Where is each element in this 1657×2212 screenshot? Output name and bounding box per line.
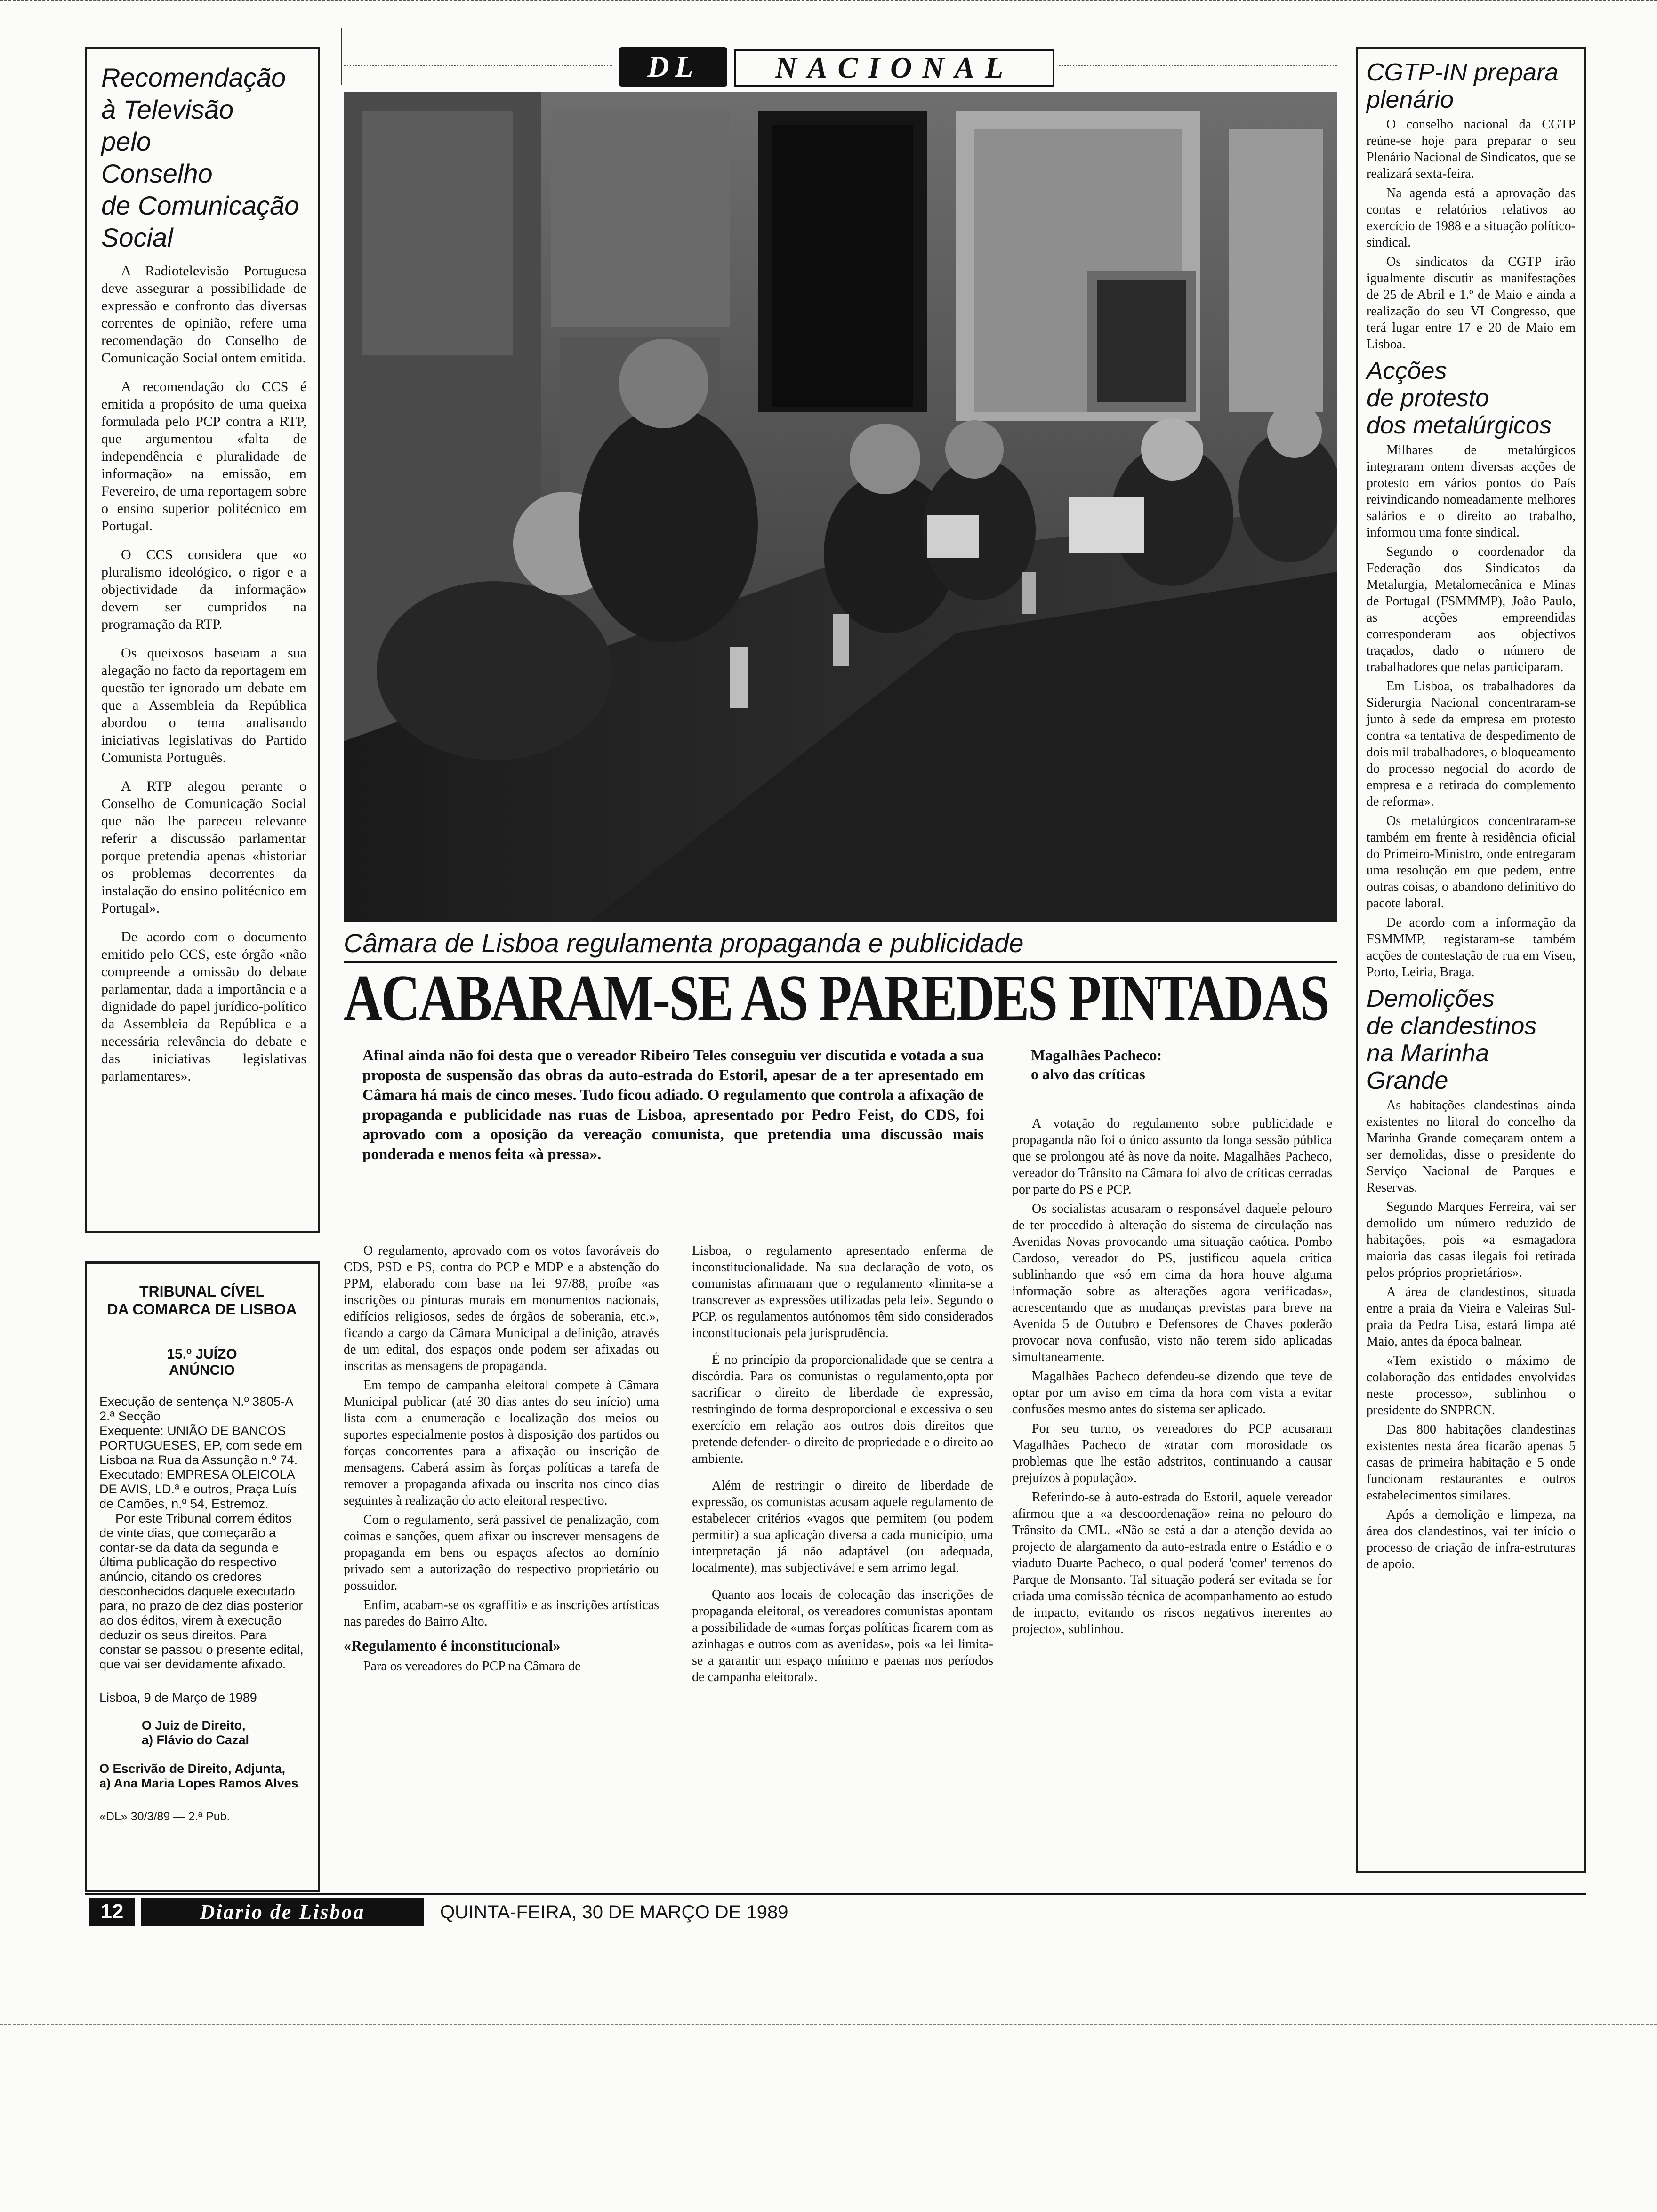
left-sidebar-body: [101, 262, 306, 1085]
story2-title: [1367, 357, 1576, 439]
paragraph: O CCS considera que «o pluralismo ideológico, o rigor e a objectividade da informação» devem ser cumpridos na programação da RTP.: [101, 547, 306, 632]
paragraph: Enfim, acabam-se os «graffiti» e as inscrições artísticas nas paredes do Bairro Alto.: [344, 1598, 659, 1629]
vertical-guide-rule: [341, 28, 342, 85]
paragraph: Milhares de metalúrgicos integraram ontem diversas acções de protesto em vários pontos do País reivindicando nomeadamente melhores salários e o direito ao trabalho, informou uma fonte sindical.: [1367, 443, 1576, 540]
tribunal-notice-box: [85, 1261, 320, 1892]
clerk-line: O Escrivão de Direito, Adjunta,: [99, 1762, 286, 1776]
judge-line: a) Flávio do Cazal: [142, 1733, 249, 1747]
tribunal-judge: [99, 1718, 305, 1747]
title-line: de protesto: [1367, 385, 1489, 412]
paragraph: As habitações clandestinas ainda existentes no litoral do concelho da Marinha Grande começaram ontem a ser demolidas, disse o presidente do Serviço Nacional de Parques e Reservas.: [1367, 1098, 1576, 1195]
paper-name-box: [141, 1898, 424, 1926]
title-line: Recomendação: [101, 63, 286, 92]
paragraph: Em Lisboa, os trabalhadores da Siderurgia Nacional concentraram-se junto à sede da empresa em protesto contra «a tentativa de despedimento de dois mil trabalhadores, o bloqueamento do processo negocial do acordo de empresa e a retirada do complemento de reforma».: [1367, 679, 1576, 809]
paragraph: O conselho nacional da CGTP reúne-se hoje para preparar o seu Plenário Nacional de Sindicatos, que se realizará sexta-feira.: [1367, 117, 1576, 181]
notice-line: Execução de sentença N.º 3805-A 2.ª Secção: [99, 1395, 293, 1423]
section-header-rule-left: [344, 65, 612, 66]
photo-illustration: [344, 92, 1337, 922]
story2-body: [1367, 442, 1576, 980]
notice-line: Exequente: UNIÃO DE BANCOS PORTUGUESES, EP, com sede em Lisboa na Rua da Assunção n.º 74.: [99, 1424, 303, 1467]
paragraph: Os sindicatos da CGTP irão igualmente discutir as manifestações de 25 de Abril e 1.º de Maio e ainda a realização do seu VI Congresso, que terá lugar entre 17 e 20 de Maio em Lisboa.: [1367, 255, 1576, 352]
paragraph: Os metalúrgicos concentraram-se também em frente à residência oficial do Primeiro-Ministro, onde entregaram uma resolução em que pedem, entre outras coisas, o abandono definitivo do pacote laboral.: [1367, 814, 1576, 911]
paragraph: Segundo Marques Ferreira, vai ser demolido um número reduzido de habitações, pois «a esmagadora maioria das casas ilegais foi retirada pelos próprios proprietários».: [1367, 1200, 1576, 1280]
title-line: na Marinha: [1367, 1040, 1489, 1067]
paragraph: Magalhães Pacheco defendeu-se dizendo que teve de optar por um aviso em cima da hora com vista a evitar confusões mesmo antes do sistema ser aplicado.: [1012, 1369, 1332, 1417]
paragraph: Para os vereadores do PCP na Câmara de: [363, 1659, 581, 1674]
title-line: dos metalúrgicos: [1367, 412, 1552, 439]
notice-line: Por este Tribunal correm éditos de vinte dias, que começarão a contar-se da data da segunda e última publicação do respectivo anúncio, citando os credores desconhecidos daquele executado para, no prazo de dez dias posterior ao dos éditos, virem à execução deduzir os seus direitos. Para constar se passou o presente edital, que vai ser devidamente afixado.: [99, 1511, 304, 1671]
paragraph: A RTP alegou perante o Conselho de Comunicação Social que não lhe pareceu relevante referir a discussão parlamentar porque pretendia apenas «historiar os problemas decorrentes da instalação do ensino politécnico em Portugal».: [101, 778, 306, 916]
paragraph: Os socialistas acusaram o responsável daquele pelouro de ter procedido à alteração do sistema de circulação nas Avenidas Novas provocando uma situação caótica. Pombo Cardoso, vereador do PS, justificou aquela crítica sublinhando que «só em cima da hora houve alguma informação sobre as alterações agora verificadas», acrescentando que as mudanças previstas para breve na Avenida 5 de Outubro e Defensores de Chaves poderão provocar nova confusão, visto não terem sido aplicadas simultaneamente.: [1012, 1202, 1332, 1364]
paragraph: A área de clandestinos, situada entre a praia da Vieira e Valeiras Sul-praia da Pedra Lisa, estará limpa até Maio, antes da época balnear.: [1367, 1285, 1576, 1349]
section-header-rule-right: [1059, 65, 1337, 66]
paragraph: Segundo o coordenador da Federação dos Sindicatos da Metalurgia, Metalomecânica e Minas de Portugal (FSMMMP), João Paulo, as acções empreendidas corresponderam aos objectivos traçados, dado o número de trabalhadores que nelas participaram.: [1367, 545, 1576, 674]
paragraph: Referindo-se à auto-estrada do Estoril, aquele vereador afirmou que a «a descoordenação» reina no pelouro do Trânsito da CML. «Não se está a dar a atenção devida ao projecto de alargamento da auto-estrada entre o Estádio e o viaduto Duarte Pacheco, o qual poderá 'comer' terrenos do Parque de Monsanto. Tal situação poderá ser evitada se for criada uma comissão técnica de acompanhamento ao estudo de impacto, evitando os riscos negativos inerentes ao projecto», sublinhou.: [1012, 1490, 1332, 1636]
footer-rule: [85, 1893, 1586, 1895]
title-line: DA COMARCA DE LISBOA: [107, 1301, 297, 1318]
title-line: Acções: [1367, 357, 1447, 385]
judge-line: O Juiz de Direito,: [142, 1718, 246, 1732]
subtitle-line: 15.º JUÍZO: [167, 1346, 237, 1362]
paragraph: De acordo com o documento emitido pelo CCS, este órgão «não compreende a omissão do debate parlamentar, dada a importância e a dignidade do papel jurídico-político da Assembleia da República e a necessária relevância do debate e das iniciativas legislativas parlamentares».: [101, 929, 306, 1084]
paragraph: Com o regulamento, será passível de penalização, com coimas e sanções, quem afixar ou inscrever mensagens de propaganda em bens ou espaços afectos ao domínio privado sem a autorização do respectivo proprietário ou possuidor.: [344, 1513, 659, 1593]
section-logo: [619, 47, 727, 87]
paragraph: Além de restringir o direito de liberdade de expressão, os comunistas acusam aquele regulamento de estabelecer critérios «vagos que permitem (ou podem permitir) a sua aplicação diversa a cada município, uma interpretação já não adaptável (ou adequada, localmente), mas subjectivável e sem arrimo legal.: [692, 1478, 993, 1575]
section-name: NACIONAL: [775, 51, 1014, 84]
tribunal-clerk: [99, 1762, 305, 1791]
paragraph: A recomendação do CCS é emitida a propósito de uma queixa formulada pelo PCP contra a RTP, que argumentou «falta de independência e pluralidade de informação» na emissão, em Fevereiro, de uma reportagem sobre o ensino superior politécnico em Portugal.: [101, 379, 306, 534]
title-line: Grande: [1367, 1067, 1448, 1094]
paragraph: Lisboa, o regulamento apresentado enferma de inconstitucionalidade. Na sua declaração de voto, os comunistas afirmaram que o regulamento «limita-se a transcrever as expressões utilizadas pela lei». Segundo o PCP, os regulamentos autónomos têm sido considerados inconstitucionais pela jurisprudência.: [692, 1243, 993, 1340]
dl-logo-mark: DL: [647, 50, 699, 83]
article-column-3: [1012, 1115, 1332, 1640]
article-headline: ACABARAM-SE AS PAREDES PINTADAS: [344, 962, 1328, 1034]
paragraph: A votação do regulamento sobre publicidade e propaganda não foi o único assunto da longa sessão pública que se prolongou até às nove da noite. Magalhães Pacheco, vereador do Trânsito na Câmara foi alvo de críticas cerradas por parte do PS e PCP.: [1012, 1116, 1332, 1197]
footer-date: QUINTA-FEIRA, 30 DE MARÇO DE 1989: [440, 1902, 788, 1923]
story1-body: [1367, 116, 1576, 353]
paragraph: Quanto aos locais de colocação das inscrições de propaganda eleitoral, os vereadores comunistas apontam a possibilidade de «umas forças políticas ficarem com as azinhagas e outros com as avenidas», pois «a lei limita-se a garantir um espaço mínimo e paenas nos períodos de campanha eleitoral».: [692, 1587, 993, 1684]
tribunal-ref: «DL» 30/3/89 — 2.ª Pub.: [99, 1810, 230, 1823]
paragraph: De acordo com a informação da FSMMMP, registaram-se também acções de contestação de rua em Viseu, Porto, Leiria, Braga.: [1367, 915, 1576, 979]
top-edge-rule: [0, 0, 1657, 1]
tribunal-title: [99, 1282, 305, 1318]
left-sidebar-box: [85, 47, 320, 1233]
story3-body: [1367, 1097, 1576, 1572]
story3-title: [1367, 985, 1576, 1094]
tribunal-subtitle: [99, 1346, 305, 1378]
left-sidebar-title: [101, 62, 306, 254]
title-line: à Televisão: [101, 95, 234, 124]
section-name-box: [734, 49, 1054, 87]
paragraph: Na agenda está a aprovação das contas e relatórios relativos ao exercício de 1988 e a situação político-sindical.: [1367, 186, 1576, 250]
paragraph: É no princípio da proporcionalidade que se centra a discórdia. Para os comunistas o regulamento,opta por sacrificar o direito de liberdade de expressão, restringindo de forma desproporcional e excessiva o seu exercício em relação aos outros dois direitos que pretende defender- o direito de propriedade e o direito ao ambiente.: [692, 1353, 993, 1466]
paragraph: Os queixosos baseiam a sua alegação no facto da reportagem em questão ter ignorado um debate em que a Assembleia da República abordou o tema analisando iniciativas legislativas do Partido Comunista Português.: [101, 645, 306, 765]
story1-title: [1367, 59, 1576, 113]
subhead-line: Magalhães Pacheco:: [1031, 1047, 1162, 1064]
col1-subhead: «Regulamento é inconstitucional»: [344, 1637, 561, 1654]
article-column-2: [692, 1242, 993, 1688]
council-meeting-photo: [344, 92, 1337, 922]
page-number-box: [89, 1898, 135, 1926]
paragraph: Por seu turno, os vereadores do PCP acusaram Magalhães Pacheco de «tratar com morosidade os problemas que lhe estão adstritos, continuando a causar prejuízos à população».: [1012, 1421, 1332, 1485]
paragraph: Após a demolição e limpeza, na área dos clandestinos, vai ter início o processo de criação de infra-estruturas de apoio.: [1367, 1507, 1576, 1571]
paragraph: «Tem existido o máximo de colaboração das entidades envolvidas neste processo», sublinhou o presidente do SNPRCN.: [1367, 1354, 1576, 1418]
title-line: CGTP-IN prepara: [1367, 59, 1559, 86]
subtitle-line: ANÚNCIO: [169, 1362, 235, 1378]
title-line: plenário: [1367, 86, 1454, 113]
tribunal-body: [99, 1395, 305, 1672]
article-kicker: Câmara de Lisboa regulamenta propaganda e publicidade: [344, 928, 1024, 958]
notice-line: Executado: EMPRESA OLEICOLA DE AVIS, LD.ª e outros, Praça Luís de Camões, n.º 54, Estremoz.: [99, 1467, 297, 1511]
bottom-edge-rule: [0, 2024, 1657, 2025]
title-line: Social: [101, 223, 173, 252]
right-sidebar-box: [1356, 47, 1586, 1873]
paragraph: A Radiotelevisão Portuguesa deve assegurar a possibilidade de expressão e confronto das diversas correntes de opinião, refere uma recomendação do Conselho de Comunicação Social ontem emitida.: [101, 263, 306, 366]
title-line: de Comunicação: [101, 191, 299, 220]
paper-name: Diario de Lisboa: [200, 1900, 365, 1923]
paragraph: O regulamento, aprovado com os votos favoráveis do CDS, PSD e PS, contra do PCP e MDP e a abstenção do PPM, elaborado com base na lei 97/88, proíbe «as inscrições ou pinturas murais em monumentos nacionais, edifícios religiosos, sedes de órgãos de soberania, etc.», ficando a cargo da Câmara Municipal a definição, através de um edital, dos espaços onde podem ser afixadas ou inscritas as mensagens de propaganda.: [344, 1243, 659, 1373]
subhead-line: o alvo das críticas: [1031, 1066, 1145, 1082]
article-column-1: [344, 1242, 659, 1677]
title-line: pelo: [101, 127, 151, 156]
title-line: TRIBUNAL CÍVEL: [139, 1283, 265, 1300]
tribunal-date: Lisboa, 9 de Março de 1989: [99, 1691, 257, 1705]
article-lead: Afinal ainda não foi desta que o vereador Ribeiro Teles conseguiu ver discutida e votada a sua proposta de suspensão das obras da auto-estrada do Estoril, apesar de a ter apresentado em Câmara há mais de cinco meses. Tudo ficou adiado. O regulamento que controla a afixação de propaganda e publicidade nas ruas de Lisboa, apresentado por Pedro Feist, do CDS, foi aprovado com a oposição da vereação comunista, que pretendia uma discussão mais ponderada e menos feita «à pressa».: [362, 1047, 984, 1163]
col3-subhead: [1031, 1046, 1229, 1083]
title-line: de clandestinos: [1367, 1012, 1537, 1040]
title-line: Demolições: [1367, 985, 1495, 1012]
page-number: 12: [100, 1900, 124, 1923]
clerk-line: a) Ana Maria Lopes Ramos Alves: [99, 1776, 298, 1790]
paragraph: Em tempo de campanha eleitoral compete à Câmara Municipal publicar (até 30 dias antes do seu início) uma lista com a enumeração e localização dos meios ou suportes especialmente postos à disposição dos partidos ou forças concorrentes para a afixação ou inscrição de mensagens. Caberá assim às forças políticas a tarefa de remover a propaganda afixada ou inscrita nos cinco dias seguintes à realização do acto eleitoral respectivo.: [344, 1378, 659, 1508]
title-line: Conselho: [101, 159, 213, 188]
paragraph: Das 800 habitações clandestinas existentes nesta área ficarão apenas 5 casas de primeira habitação e 5 onde funcionam restaurantes e outros estabelecimentos similares.: [1367, 1422, 1576, 1503]
